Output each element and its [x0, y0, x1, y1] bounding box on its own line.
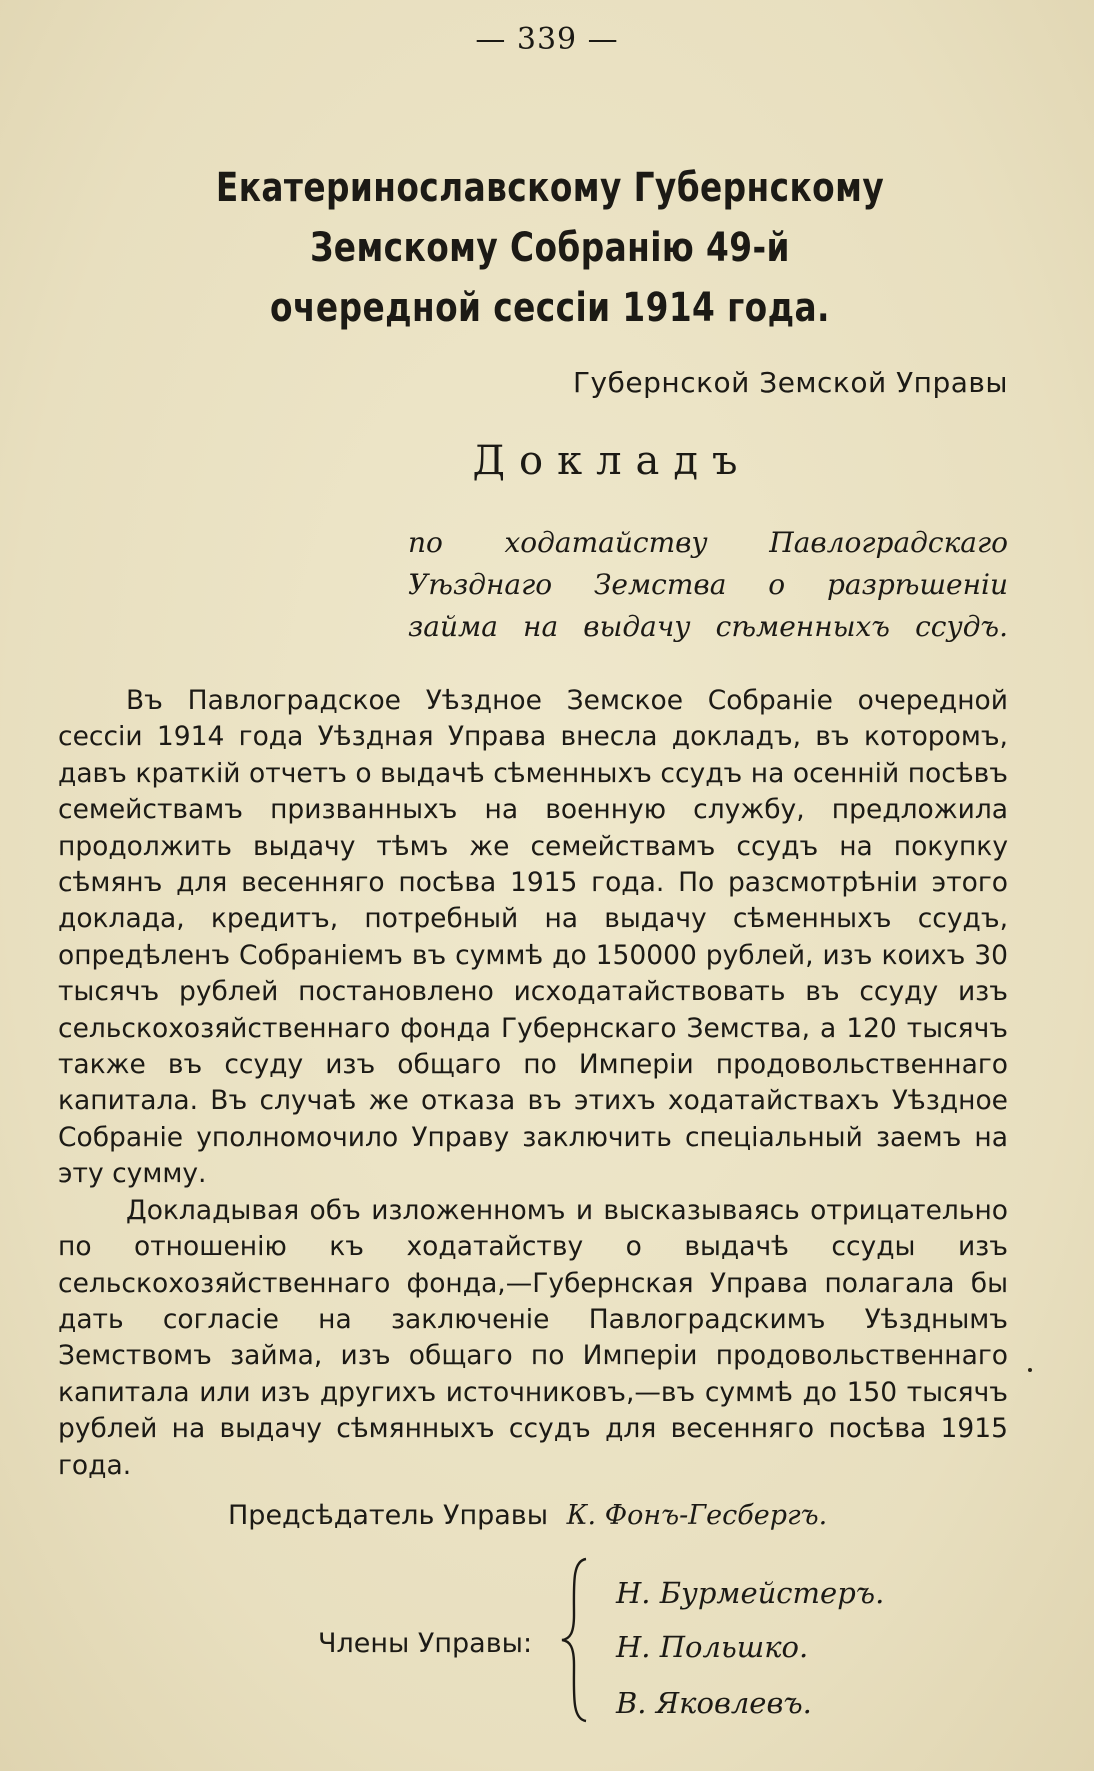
member-1: Н. Бурмейстеръ.	[616, 1576, 885, 1610]
chair-name: К. Фонъ-Гесбергъ.	[566, 1500, 828, 1531]
curly-brace	[556, 1555, 592, 1725]
chair-label: Предсѣдатель Управы	[228, 1500, 549, 1531]
body-text	[58, 683, 1008, 1484]
subject-line-3: займа на выдачу сѣменныхъ ссудъ.	[408, 610, 1008, 643]
chair-signature-line	[228, 1500, 827, 1531]
document-type-heading: Докладъ	[472, 438, 752, 484]
title-line-1: Екатеринославскому Губернскому Земскому Собранію 49-й	[215, 165, 885, 271]
page-number: — 339 —	[475, 22, 619, 57]
member-3: В. Яковлевъ.	[616, 1686, 812, 1720]
title-line-2: очередной сессіи 1914 года.	[270, 285, 830, 331]
subject-line-1: по ходатайству Павлоградскаго	[408, 526, 1008, 559]
document-subject	[408, 522, 1008, 648]
paragraph-2: Докладывая объ изложенномъ и высказываясь отрицательно по отношенію къ ходатайству о выдачѣ ссуды изъ сельскохозяйственнаго фонда,—Губернская Управа полагала бы дать согласіе на заключеніе Павлоградскимъ Уѣзднымъ Земствомъ займа, изъ общаго по Имперіи продовольственнаго капитала или изъ другихъ источниковъ,—въ суммѣ до 150 тысячъ рублей на выдачу сѣмянныхъ ссудъ для весенняго посѣва 1915 года.	[58, 1194, 1008, 1481]
members-label: Члены Управы:	[318, 1628, 533, 1659]
issuer-line: Губернской Земской Управы	[572, 366, 1008, 399]
ink-speck	[1028, 1368, 1032, 1372]
subject-line-2: Уѣзднаго Земства о разрѣшеніи	[408, 568, 1008, 601]
member-2: Н. Польшко.	[616, 1630, 809, 1664]
paragraph-1: Въ Павлоградское Уѣздное Земское Собраніе очередной сессіи 1914 года Уѣздная Управа внесла докладъ, въ которомъ, давъ краткій отчетъ о выдачѣ сѣменныхъ ссудъ на осенній посѣвъ семействамъ призванныхъ на военную службу, предложила продолжить выдачу тѣмъ же семействамъ ссудъ на покупку сѣмянъ для весенняго посѣва 1915 года. По разсмотрѣніи этого доклада, кредитъ, потребный на выдачу сѣменныхъ ссудъ, опредѣленъ Собраніемъ въ суммѣ до 150000 рублей, изъ коихъ 30 тысячъ рублей постановлено исходатайствовать въ ссуду изъ сельскохозяйственнаго фонда Губернскаго Земства, а 120 тысячъ также въ ссуду изъ общаго по Имперіи продовольственнаго капитала. Въ случаѣ же отказа въ этихъ ходатайствахъ Уѣздное Собраніе уполномочило Управу заключить спеціальный заемъ на эту сумму.	[58, 685, 1008, 1190]
document-title	[148, 158, 952, 338]
